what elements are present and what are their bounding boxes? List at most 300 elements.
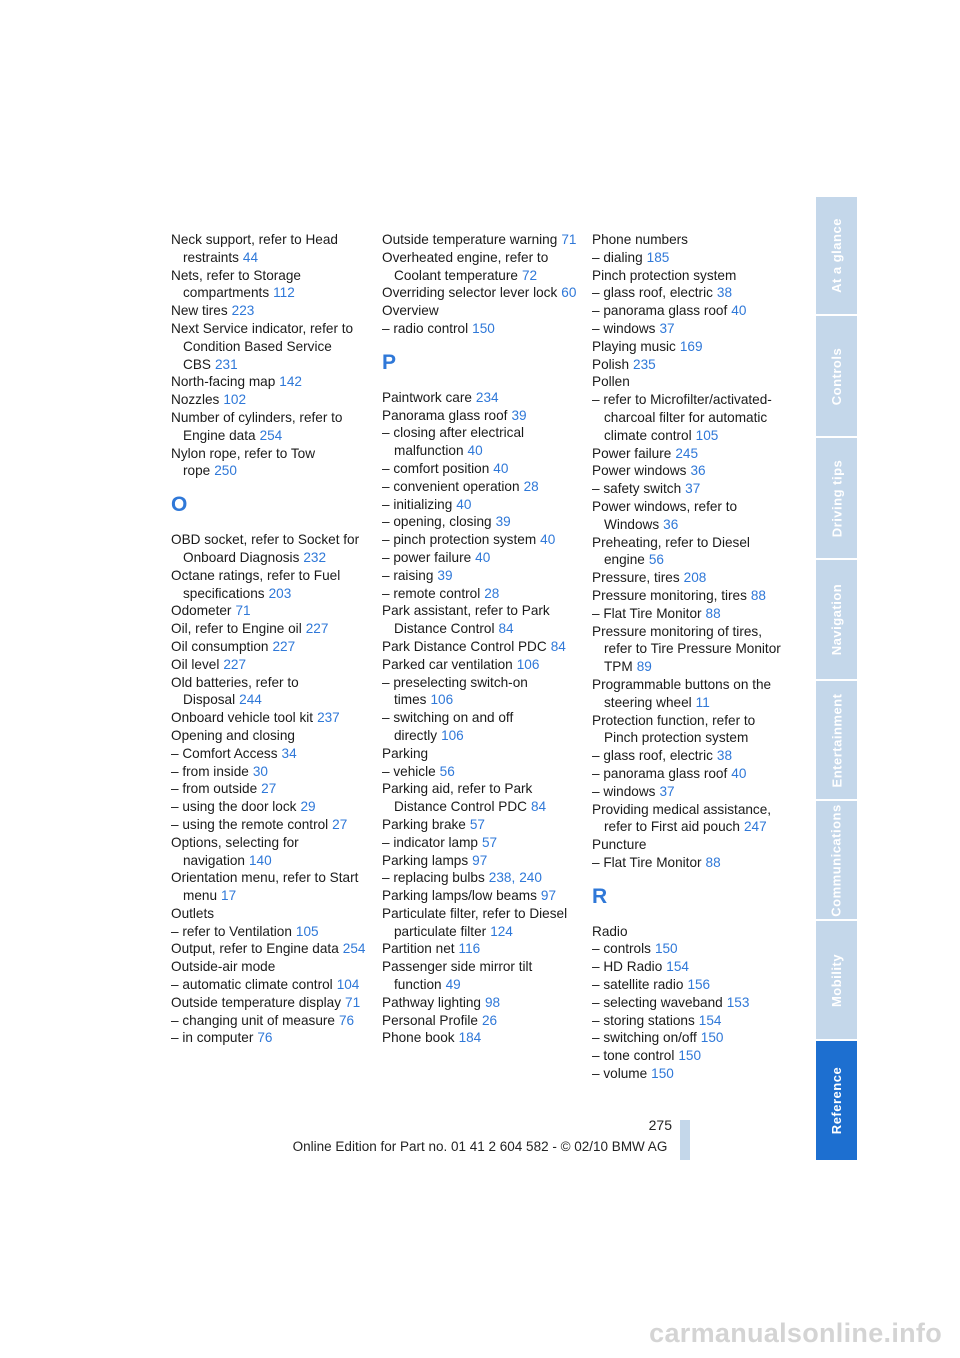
index-entry-text: – safety switch [592, 481, 682, 497]
index-entry [171, 302, 366, 320]
index-entry [171, 602, 366, 620]
page-link[interactable]: 88 [750, 587, 766, 603]
index-entry [382, 869, 577, 887]
section-tab-driving-tips[interactable] [816, 438, 857, 558]
index-entry [171, 709, 366, 727]
index-entry [382, 231, 577, 249]
index-entry [382, 834, 577, 852]
page-link[interactable]: 26 [481, 1012, 498, 1028]
page-link[interactable]: 71 [345, 994, 361, 1010]
page-link[interactable]: 57 [481, 834, 498, 850]
page-link[interactable]: 39 [511, 407, 527, 423]
index-entry-text: Next Service indicator, refer to Condition Based Service CBS [171, 320, 354, 372]
section-tabs [816, 197, 857, 1160]
index-entry-text: Providing medical assistance, refer to First aid pouch [592, 801, 772, 835]
index-entry-text: – opening, closing [382, 514, 492, 530]
index-entry [592, 462, 787, 480]
index-entry-text: Options, selecting for navigation [171, 834, 299, 868]
page-link[interactable]: 150 [700, 1030, 724, 1046]
index-entry [592, 783, 787, 801]
page-link[interactable]: 150 [678, 1048, 702, 1064]
page-link[interactable]: 232 [303, 549, 327, 565]
section-tab-label: Entertainment [829, 693, 844, 787]
page-link[interactable]: 104 [336, 977, 360, 993]
index-entry [382, 1012, 577, 1030]
index-entry-text: – switching on and off directly [382, 710, 514, 743]
page-link[interactable]: 150 [654, 941, 678, 957]
index-entry [592, 836, 787, 854]
index-entry-text: – tone control [592, 1048, 675, 1064]
page-link[interactable]: 71 [235, 603, 251, 619]
index-entry-text: – comfort position [382, 460, 490, 476]
page-link[interactable]: 76 [339, 1012, 355, 1028]
section-tab-label: Communications [829, 803, 844, 917]
index-entry [592, 320, 787, 338]
index-entry [592, 976, 787, 994]
index-entry [382, 816, 577, 834]
index-entry-text: Parked car ventilation [382, 656, 513, 672]
page-link[interactable]: 49 [445, 977, 461, 993]
index-entry [592, 587, 787, 605]
index-entry [592, 391, 787, 444]
page-link[interactable]: 247 [744, 819, 767, 835]
index-entry-text: Preheating, refer to Diesel engine [592, 534, 750, 568]
index-entry-text: – satellite radio [592, 977, 684, 993]
index-entry [171, 976, 366, 994]
index-entry-text: Power windows, refer to Windows [592, 498, 738, 532]
index-entry-text: – glass roof, electric [592, 285, 713, 301]
index-entry [382, 674, 577, 710]
index-entry [382, 302, 577, 320]
index-entry [592, 712, 787, 748]
index-entry-text: OBD socket, refer to Socket for Onboard Diagnosis [171, 532, 360, 565]
index-entry-text: Parking aid, refer to Park Distance Control PDC [382, 781, 533, 815]
page-link[interactable]: 84 [498, 621, 514, 637]
index-entry [592, 854, 787, 872]
index-entry [592, 231, 787, 249]
index-entry [592, 605, 787, 623]
page-link[interactable]: 40 [475, 549, 491, 565]
index-entry-text: Park assistant, refer to Park Distance Control [382, 603, 550, 637]
page-link[interactable]: 37 [659, 783, 675, 799]
index-entry-text: Neck support, refer to Head restraints [171, 232, 338, 265]
section-tab-label: Controls [829, 347, 845, 405]
section-tab-controls[interactable] [816, 316, 857, 436]
index-entry [592, 1012, 787, 1030]
page-link[interactable]: 231 [214, 356, 238, 372]
page-link[interactable]: 30 [252, 763, 268, 779]
index-entry-text: Overriding selector lever lock [382, 285, 558, 301]
page-link[interactable]: 223 [231, 303, 255, 319]
index-entry [171, 656, 366, 674]
page-link[interactable]: 254 [342, 941, 366, 957]
page-link[interactable]: 184 [458, 1030, 482, 1046]
index-entry [382, 513, 577, 531]
index-entry-text: – HD Radio [592, 959, 663, 975]
index-entry-text: Outside-air mode [171, 959, 276, 975]
index-entry-text: Old batteries, refer to Disposal [171, 674, 299, 708]
index-entry [171, 445, 366, 481]
page-link[interactable]: 39 [437, 567, 453, 583]
index-entry [171, 940, 366, 958]
index-entry [382, 531, 577, 549]
index-entry-text: Phone book [382, 1030, 455, 1046]
index-entry [592, 623, 787, 676]
index-entry [171, 780, 366, 798]
index-entry-text: – changing unit of measure [171, 1012, 335, 1028]
index-entry-text: Power failure [592, 445, 672, 461]
section-letter-r: R [592, 884, 608, 908]
index-entry-text: Parking [382, 745, 429, 761]
index-entry-text: Nets, refer to Storage compartments [171, 267, 301, 301]
section-tab-communications[interactable] [816, 801, 857, 919]
page-link[interactable]: 89 [636, 659, 652, 675]
page-link[interactable]: 238 [488, 870, 512, 886]
page-link[interactable]: 169 [679, 338, 703, 354]
index-entry [592, 284, 787, 302]
index-entry-text: Onboard vehicle tool kit [171, 710, 314, 726]
index-entry-text: – pinch protection system [382, 532, 537, 548]
page-link[interactable]: 40 [456, 496, 472, 512]
page-link[interactable]: 156 [687, 977, 711, 993]
index-entry-text: – indicator lamp [382, 834, 478, 850]
index-entry [382, 745, 577, 763]
page-link-separator: , [511, 870, 516, 886]
page-link[interactable]: 237 [317, 710, 340, 726]
index-entry-text: Opening and closing [171, 727, 295, 743]
index-entry-text: Panorama glass roof [382, 407, 508, 423]
index-entry-text: Protection function, refer to Pinch protection system [592, 712, 756, 746]
index-entry [382, 994, 577, 1012]
index-entry-text: – from inside [171, 763, 249, 779]
page-link[interactable]: 227 [305, 621, 329, 637]
index-entry-text: Personal Profile [382, 1012, 478, 1028]
page-link[interactable]: 106 [441, 727, 464, 743]
index-entry-text: – selecting waveband [592, 994, 723, 1010]
index-entry [171, 531, 366, 567]
index-entry-text: – glass roof, electric [592, 748, 713, 764]
index-entry [382, 940, 577, 958]
index-entry [382, 567, 577, 585]
index-entry [171, 674, 366, 710]
section-tab-label: At a glance [829, 218, 845, 293]
page-link[interactable]: 244 [239, 692, 262, 708]
index-entry-text: Orientation menu, refer to Start menu [171, 870, 359, 904]
index-entry [171, 638, 366, 656]
section-tab-label: Mobility [829, 953, 845, 1007]
page-link[interactable]: 106 [430, 692, 454, 708]
page-link[interactable]: 28 [523, 478, 539, 494]
index-entry [171, 1012, 366, 1030]
index-entry-text: Nylon rope, refer to Tow rope [171, 445, 316, 479]
index-entry-text: Passenger side mirror tilt function [382, 959, 533, 993]
index-entry-text: – replacing bulbs [382, 870, 485, 886]
index-entry [171, 745, 366, 763]
index-entry-text: – initializing [382, 496, 453, 512]
page-link[interactable]: 105 [695, 427, 719, 443]
index-entry [382, 905, 577, 941]
index-entry-text: Overheated engine, refer to Coolant temperature [382, 249, 549, 283]
page-link[interactable]: 154 [698, 1012, 722, 1028]
index-entry [382, 389, 577, 407]
page-link[interactable]: 112 [273, 285, 295, 301]
index-entry-text: – panorama glass roof [592, 765, 728, 781]
index-entry [171, 834, 366, 870]
page-link[interactable]: 27 [261, 781, 277, 797]
index-entry [171, 816, 366, 834]
index-column-1 [171, 231, 366, 1047]
page-link[interactable]: 28 [484, 585, 500, 601]
index-entry [171, 905, 366, 923]
page-link[interactable]: 234 [475, 389, 499, 405]
section-letter-o: O [171, 493, 188, 517]
page-link[interactable]: 245 [675, 445, 699, 461]
page-link[interactable]: 27 [332, 816, 348, 832]
page-link[interactable]: 106 [516, 656, 540, 672]
index-entry [171, 409, 366, 445]
page-link[interactable]: 235 [633, 356, 656, 372]
index-entry-text: Particulate filter, refer to Diesel particulate filter [382, 905, 568, 939]
index-entry [171, 869, 366, 905]
page-link[interactable]: 40 [731, 765, 747, 781]
page-link[interactable]: 88 [705, 854, 721, 870]
index-entry [382, 424, 577, 460]
page-link[interactable]: 88 [705, 605, 721, 621]
page-link[interactable]: 116 [458, 941, 481, 957]
page-link[interactable]: 240 [519, 870, 542, 886]
index-entry [382, 656, 577, 674]
index-entry-text: – remote control [382, 585, 481, 601]
section-tab-navigation[interactable] [816, 560, 857, 679]
index-entry [592, 1047, 787, 1065]
index-entry-text: Paintwork care [382, 389, 472, 405]
index-entry [592, 356, 787, 374]
index-entry-text: – using the remote control [171, 816, 329, 832]
section-letter-p: P [382, 350, 397, 374]
index-entry-text: Puncture [592, 837, 647, 853]
index-entry [171, 320, 366, 373]
index-entry-text: – raising [382, 567, 434, 583]
page-link[interactable]: 254 [259, 427, 283, 443]
index-entry [171, 994, 366, 1012]
page-link[interactable]: 150 [651, 1066, 674, 1082]
index-entry-text: Partition net [382, 941, 455, 957]
index-entry [592, 338, 787, 356]
page-link[interactable]: 37 [659, 320, 675, 336]
index-entry-text: Park Distance Control PDC [382, 638, 547, 654]
page-link[interactable]: 71 [561, 232, 577, 247]
index-entry [382, 407, 577, 425]
index-entry [382, 709, 577, 745]
page-link[interactable]: 40 [467, 443, 483, 459]
index-entry [171, 958, 366, 976]
page-link[interactable]: 57 [469, 816, 485, 832]
index-entry [592, 676, 787, 712]
page-link[interactable]: 11 [695, 694, 710, 710]
page-link[interactable]: 203 [268, 585, 292, 601]
page-link[interactable]: 40 [493, 460, 509, 476]
index-entry-text: – vehicle [382, 763, 436, 779]
index-entry [382, 585, 577, 603]
page-link[interactable]: 124 [490, 923, 513, 939]
page-link[interactable]: 39 [495, 514, 511, 530]
index-entry [592, 498, 787, 534]
page-link[interactable]: 40 [540, 532, 556, 548]
page-link[interactable]: 208 [683, 570, 707, 586]
page-link[interactable]: 84 [550, 638, 566, 654]
index-entry-text: Parking lamps/low beams [382, 888, 537, 904]
index-entry [171, 267, 366, 303]
index-entry-text: North-facing map [171, 374, 276, 390]
page-link[interactable]: 98 [485, 994, 501, 1010]
index-entry-text: – in computer [171, 1030, 254, 1046]
index-entry-text: Parking lamps [382, 852, 469, 868]
index-entry [382, 887, 577, 905]
index-entry-text: – refer to Microfilter/activated-charcoal filter for automatic climate control [592, 392, 772, 443]
page-link[interactable]: 102 [223, 392, 247, 408]
index-entry-text: Programmable buttons on the steering wheel [592, 676, 772, 710]
index-entry-text: Output, refer to Engine data [171, 941, 339, 957]
index-entry [171, 763, 366, 781]
index-entry-text: – from outside [171, 781, 258, 797]
index-entry-text: Playing music [592, 338, 676, 354]
index-entry [382, 460, 577, 478]
index-entry [382, 320, 577, 338]
page-link[interactable]: 84 [530, 799, 547, 815]
page-link[interactable]: 40 [731, 303, 747, 319]
page-link[interactable]: 97 [540, 888, 557, 904]
footer-text: Online Edition for Part no. 01 41 2 604 582 - © 02/10 BMW AG [292, 1139, 668, 1154]
index-entry [171, 620, 366, 638]
index-entry-text: Outside temperature warning [382, 232, 558, 247]
index-entry-text: – automatic climate control [171, 977, 333, 993]
page-link[interactable]: 38 [716, 285, 733, 301]
index-entry-text: Oil consumption [171, 638, 269, 654]
index-entry-text: Nozzles [171, 392, 220, 408]
index-entry-text: New tires [171, 303, 228, 319]
page-link[interactable]: 37 [685, 481, 701, 497]
index-entry-text: Pressure, tires [592, 570, 680, 586]
index-entry-text: – volume [592, 1066, 648, 1082]
index-entry-text: – switching on/off [592, 1030, 697, 1046]
index-entry [382, 284, 577, 302]
page-link[interactable]: 56 [439, 763, 455, 779]
index-entry [382, 478, 577, 496]
page-link[interactable]: 44 [242, 249, 259, 265]
index-entry [592, 994, 787, 1012]
index-entry-text: – windows [592, 320, 656, 336]
index-entry-text: Polish [592, 356, 630, 372]
index-entry [382, 602, 577, 638]
index-entry [171, 567, 366, 603]
index-entry [592, 958, 787, 976]
index-entry [592, 569, 787, 587]
index-entry-text: – storing stations [592, 1012, 695, 1028]
index-entry [592, 923, 787, 941]
section-tab-mobility[interactable] [816, 921, 857, 1039]
index-entry-text: Parking brake [382, 816, 466, 832]
index-entry-text: Oil level [171, 656, 220, 672]
page-link[interactable]: 153 [726, 994, 750, 1010]
page-link[interactable]: 60 [561, 285, 577, 301]
index-entry-text: Pollen [592, 374, 630, 390]
page-link[interactable]: 76 [257, 1030, 273, 1046]
page-link[interactable]: 29 [300, 799, 316, 815]
index-entry-text: – using the door lock [171, 799, 297, 815]
index-entry [592, 445, 787, 463]
index-entry-text: – controls [592, 941, 651, 957]
index-entry [382, 763, 577, 781]
page-link[interactable]: 227 [272, 638, 296, 654]
index-entry [592, 302, 787, 320]
index-entry-text: – power failure [382, 549, 472, 565]
index-entry-text: Pressure monitoring of tires, refer to Tire Pressure Monitor TPM [592, 623, 781, 675]
index-entry [171, 798, 366, 816]
index-entry [382, 852, 577, 870]
page-link[interactable]: 227 [223, 656, 247, 672]
index-entry-text: Outside temperature display [171, 994, 342, 1010]
index-entry [382, 1029, 577, 1047]
page-link[interactable]: 105 [295, 923, 319, 939]
index-entry-text: – preselecting switch-on times [382, 674, 528, 708]
page-link[interactable]: 36 [663, 516, 679, 532]
page-link[interactable]: 36 [690, 463, 706, 479]
page-link[interactable]: 150 [472, 320, 495, 336]
index-column-2 [382, 231, 577, 1047]
section-tab-entertainment[interactable] [816, 681, 857, 799]
index-entry [171, 231, 366, 267]
page-link[interactable]: 142 [279, 374, 302, 390]
page-number: 275 [648, 1117, 672, 1133]
page-link[interactable]: 17 [221, 888, 237, 904]
index-entry [382, 958, 577, 994]
index-entry [382, 780, 577, 816]
page-link[interactable]: 97 [472, 852, 488, 868]
page-link[interactable]: 185 [646, 249, 670, 265]
index-entry [171, 727, 366, 745]
page-link[interactable]: 140 [248, 852, 272, 868]
index-entry [171, 373, 366, 391]
index-entry [382, 249, 577, 285]
index-entry [592, 534, 787, 570]
index-entry [592, 1029, 787, 1047]
index-entry-text: – Comfort Access [171, 745, 278, 761]
page-link[interactable]: 34 [281, 745, 297, 761]
index-entry [592, 249, 787, 267]
page-link[interactable]: 154 [666, 959, 689, 975]
page-link[interactable]: 250 [214, 463, 237, 479]
index-entry-text: – windows [592, 783, 656, 799]
index-entry-text: Pathway lighting [382, 994, 481, 1010]
index-entry-text: – closing after electrical malfunction [382, 425, 525, 459]
index-entry [171, 923, 366, 941]
index-entry-text: Radio [592, 923, 628, 939]
section-tab-at-a-glance[interactable] [816, 197, 857, 314]
index-entry-text: Octane ratings, refer to Fuel specifications [171, 567, 341, 601]
page-link[interactable]: 56 [648, 552, 664, 568]
index-entry-text: Pressure monitoring, tires [592, 587, 747, 603]
section-tab-label: Reference [829, 1066, 844, 1135]
index-entry-text: Oil, refer to Engine oil [171, 621, 302, 637]
page-link[interactable]: 38 [716, 748, 733, 764]
index-entry-text: Overview [382, 303, 439, 319]
index-entry-text: – convenient operation [382, 478, 520, 494]
page-link[interactable]: 72 [521, 267, 538, 283]
index-entry-text: Power windows [592, 463, 687, 479]
index-entry [382, 496, 577, 514]
index-entry [592, 480, 787, 498]
index-entry [592, 940, 787, 958]
